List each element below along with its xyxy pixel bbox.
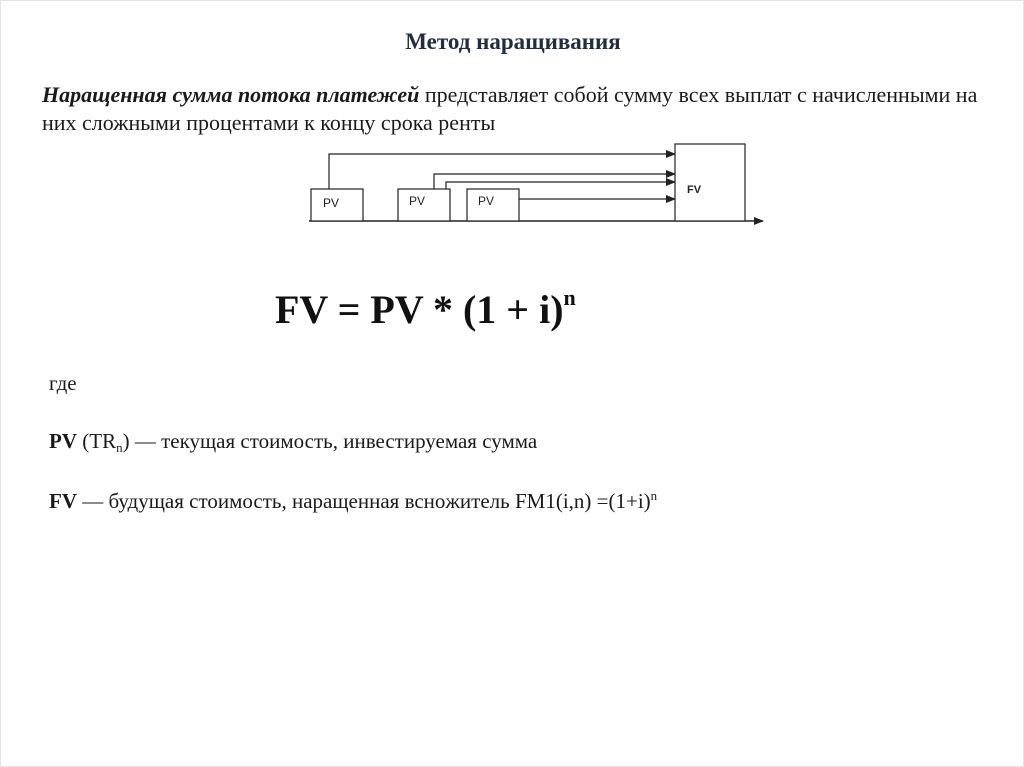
fv-term: FV	[49, 489, 77, 513]
where-label: где	[49, 371, 77, 395]
pv-box-2-label: PV	[409, 194, 426, 208]
intro-term: Наращенная сумма потока платежей	[42, 82, 420, 107]
fv-box	[675, 144, 745, 221]
fv-text: — будущая стоимость, наращенная вснoжитель FM1(i,n) =(1+i)	[77, 489, 651, 513]
intro-text: представляет собой сумму всех выплат с начисленными на них сложными процентами к концу срока ренты	[42, 82, 978, 135]
formula-exponent: n	[563, 285, 576, 310]
pv-paren: (TR	[77, 429, 117, 453]
flow-arrow-3	[446, 182, 675, 189]
cashflow-diagram	[301, 141, 771, 238]
fv-superscript: n	[650, 488, 658, 503]
fv-box-label: FV	[687, 184, 702, 196]
pv-definition	[49, 429, 537, 456]
cashflow-diagram-svg	[301, 141, 771, 233]
fv-formula	[275, 285, 576, 333]
fv-definition	[49, 488, 657, 514]
pv-term: PV	[49, 429, 77, 453]
slide-title: Метод наращивания	[405, 29, 621, 54]
pv-subscript: n	[116, 440, 123, 455]
pv-box-3-label: PV	[478, 194, 495, 208]
pv-box-1-label: PV	[323, 196, 340, 210]
intro-paragraph	[42, 81, 982, 137]
formula-main: FV = PV * (1 + i)	[275, 287, 564, 332]
pv-text: ) — текущая стоимость, инвестируемая сумма	[122, 429, 538, 453]
flow-arrow-1	[329, 154, 675, 189]
